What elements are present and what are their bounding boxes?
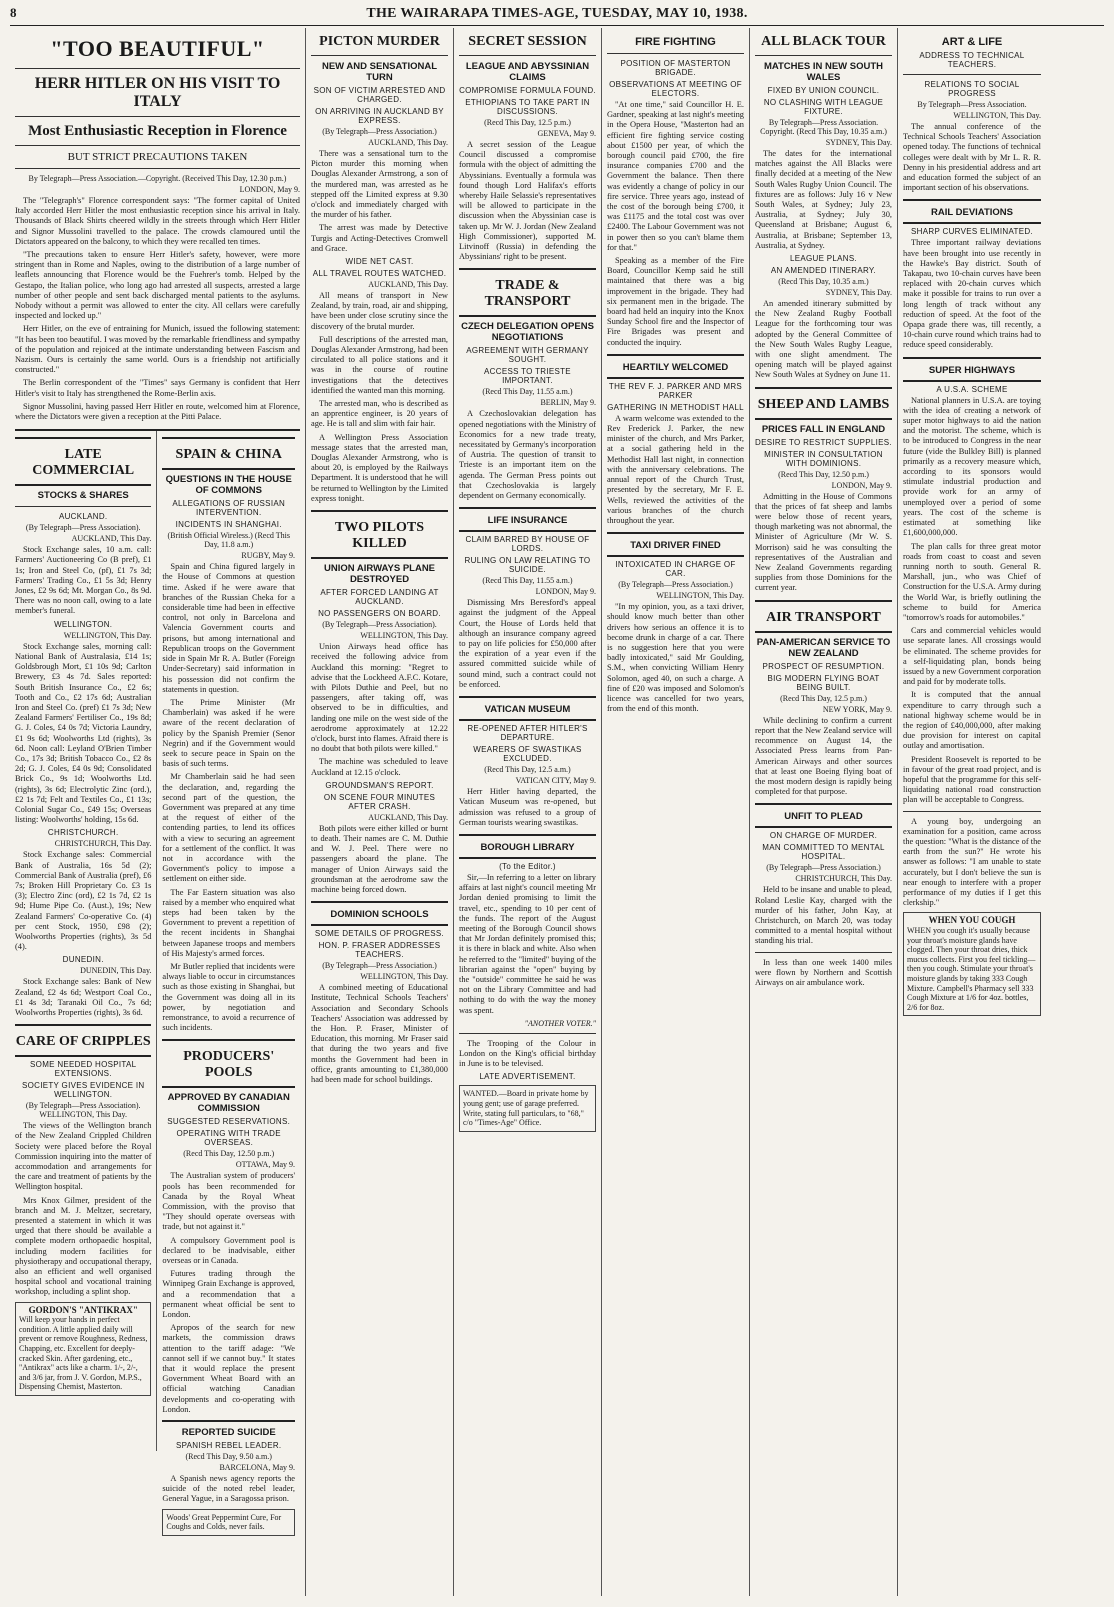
subheadline: OBSERVATIONS AT MEETING OF ELECTORS. [609, 80, 742, 98]
subheadline: SOME DETAILS OF PROGRESS. [314, 929, 445, 939]
subheadline: BIG MODERN FLYING BOAT BEING BUILT. [767, 673, 880, 692]
byline: (Recd This Day, 9.50 a.m.) [185, 1452, 272, 1462]
paragraph: The Trooping of the Colour in London on the King's official birthday in June is to be televised. [459, 1038, 596, 1069]
subheadline: AN AMENDED ITINERARY. [770, 266, 877, 276]
dateline: RUGBY, May 9. [241, 551, 295, 561]
headline: REPORTED SUICIDE [181, 1427, 276, 1439]
subheadline: LEAGUE PLANS. [789, 254, 858, 264]
subheadline: POSITION OF MASTERTON BRIGADE. [620, 59, 731, 77]
byline: (By Telegraph—Press Association.) [618, 580, 733, 590]
dateline: VATICAN CITY, May 9. [515, 776, 596, 786]
dateline: WELLINGTON, This Day. [953, 111, 1041, 120]
subheadline: ON ARRIVING IN AUCKLAND BY EXPRESS. [315, 107, 444, 125]
paragraph: "At one time," said Councillor H. E. Gardner, speaking at last night's meeting in the Opera House, "Masterton had an efficient fire fighting service costing about £1500 per year, of which the borough council paid £700, the fire insurance companies £700 and the Government the balance. Then there was evidently a change of policy in our fire service. Three years ago, instead of the cost of the borough being £700, it was £1175 and the total cost was over £2400. The Labour Government was not in power then so you can't blame them for that." [607, 100, 744, 252]
subheadline: LEAGUE AND ABYSSINIAN CLAIMS [465, 61, 590, 83]
paragraph: Speaking as a member of the Fire Board, Councillor Kemp said he still maintained that there was a big improvement in the brigade. They had six permanent men in the brigade. The board had held an inquiry into the Knox Sunday School fire and the Inspector of Fire Brigades was present and conducted the inquiry. [607, 256, 744, 347]
byline: (By Telegraph—Press Association.) [766, 863, 881, 873]
subheadline: SUGGESTED RESERVATIONS. [167, 1117, 291, 1127]
paragraph: Signor Mussolini, having passed Herr Hitler en route, welcomed him at Florence, where the Dictators were given a reception at the Pitti Palace. [15, 401, 300, 422]
dateline: SYDNEY, This Day. [825, 138, 892, 147]
subheadline: BUT STRICT PRECAUTIONS TAKEN [67, 151, 248, 163]
dateline: NEW YORK, May 9. [822, 704, 892, 714]
byline: By Telegraph—Press Association.—Copyright. (Received This Day, 12.30 p.m.) [28, 174, 287, 183]
subheadline: RULING ON LAW RELATING TO SUICIDE. [464, 556, 591, 575]
headline: "TOO BEAUTIFUL" [50, 36, 265, 61]
paragraph: A combined meeting of Educational Institute, Technical Schools Teachers' Association and Secondary Schools Teachers' Association was addressed by the Hon. P. Fraser, Minister of Education, this morning. Mr Fraser said that during the two years and five months the Government had been in office, grants amounting to £1,380,000 had been made for school buildings. [311, 983, 448, 1084]
spain-column [157, 431, 300, 1532]
byline: By Telegraph—Press Association. Copyright. (Recd This Day, 10.35 a.m.) [760, 118, 887, 136]
paragraph: Spain and China figured largely in the House of Commons at question time. Asked if he were aware that branches of the Russian Cheka for a considerable time had been in effective control, not only in Barcelona and Valencia Government courts and prisons, but among international and Republican troops on the Government side in Spain Mr R. A. Butler (Foreign Under-Secretary) said information in his possession did not confirm the statements in question. [162, 562, 295, 694]
paragraph: Mr Chamberlain said he had seen the declaration, and, regarding the second part of the question, the Government was prepared at any time at the request of either of the contending parties, to lend its offices with a view to securing an agreement for a settlement of the conflict. It was not in accordance with the Government's policy to impose a settlement on either side. [162, 772, 295, 884]
subheadline: COMPROMISE FORMULA FOUND. [459, 86, 596, 95]
paragraph: Union Airways head office has received the following advice from Auckland this morning: "Regret to advise that the Lockheed A.F.C. Kotare, with Pilots Duthie and Peel, but no passengers, after taking off, was observed to be in difficulties, and landing one mile on the west side of the aerodrome approximately at 12.22 o'clock, burst into flames. Afraid there is no doubt that both pilots were killed." [311, 642, 448, 754]
subheadline: SOCIETY GIVES EVIDENCE IN WELLINGTON. [21, 1081, 145, 1100]
paragraph: The arrested man, who is described as an apprentice engineer, is 20 years of age. He is tall and slim with fair hair. [311, 399, 448, 429]
columns [10, 28, 1104, 1596]
subheadline: MATCHES IN NEW SOUTH WALES [763, 61, 884, 83]
byline: (Recd This Day, 12.5 p.m.) [780, 693, 867, 703]
subheadline: ACCESS TO TRIESTE IMPORTANT. [484, 367, 571, 386]
paragraph: Apropos of the search for new markets, the commission draws attention to the tariff adage: "We cannot sell if we cannot buy." It states that it would replace the present Government Wheat Board with an official watching Canadian developments and co-operating with London. [162, 1323, 295, 1414]
headline: TRADE & TRANSPORT [484, 278, 571, 310]
headline: PICTON MURDER [319, 34, 440, 49]
paragraph: Futures trading through the Winnipeg Grain Exchange is approved, and a recommendation that a permanent wheat official be sent to London. [162, 1269, 295, 1320]
dateline: LONDON, May 9. [239, 185, 300, 194]
paragraph: Sir,—In referring to a letter on library affairs at last night's council meeting Mr Jordan denied promising to limit the travel, etc., spending to 10 per cent of the funds. The report of the August meeting of the Borough Council shows that Mr Jordan definitely promised this; it is there in black and white. Also when he referred to the "limited" buying of the librarian against the "open" buying by the "outside" committee he said he was not on the Library Committee and had nothing to do with the way the money was spent. [459, 872, 596, 1015]
ad-text: WANTED.—Board in private home by young gent; use of garage preferred. Write, stating full particulars, to "68," c/o "Times-Age" Office. [463, 1089, 589, 1128]
subheadline: MAN COMMITTED TO MENTAL HOSPITAL. [762, 843, 885, 862]
paragraph: Cars and commercial vehicles would use separate lanes. All crossings would be eliminated. The scheme provides for a self-liquidating plan, bonds being issued by a new Government corporation and paid for by moderate tolls. [903, 626, 1041, 687]
paragraph: Stock Exchange sales, morning call: National Bank of Australasia, £14 1s; Goldsbrough Mort, £1 10s 9d; Carlton Brewery, £3 4s 7d. Sales reported: South British Insurance Co., £2 6s; Tooth and Co., £2 17s 6d; Australian Iron and Steel Co. (pref) £1 7s 3d; New Zealand Farmers' Fertiliser Co., 19s 8d; G. J. Coles, £4 0s 7d; Victoria Laundry, £1 9s 6d; Woolworths Ltd (rights), 3s 6d. Noon call: Leyland O'Brien Timber Co., 17s 3d; British Tobacco Co., £2 8s 2d; G. J. Coles, £4 0s 9d; Consolidated Brick Co., 9s 1d; Woolworths Ltd. (rights), 3s 6d; Electrolytic Zinc (ord.), £2 1s 7d; Felt and Textiles Co., £1 13s; Colonial Sugar Co., £49 15s; Overseas listing: Woolworths' holding, 15s 6d. [15, 641, 152, 825]
paragraph: Admitting in the House of Commons that the prices of fat sheep and lambs were below those of recent years, though marketing was not abnormal, the Minister of Agriculture (Mr W. S. Morrison) said he was consulting the representatives of the Australian and New Zealand Governments regarding supplies from those Dominions for the current year. [755, 491, 892, 593]
dateline: AUCKLAND, This Day. [368, 280, 448, 290]
byline: (Recd This Day, 11.55 a.m.) [482, 387, 573, 397]
paragraph: A compulsory Government pool is declared to be inadvisable, either overseas or in Canada. [162, 1235, 295, 1266]
subheadline: OPERATING WITH TRADE OVERSEAS. [176, 1129, 281, 1148]
byline: (Recd This Day, 12.50 p.m.) [778, 469, 869, 479]
subheadline: ON SCENE FOUR MINUTES AFTER CRASH. [323, 792, 436, 811]
section-label: AUCKLAND. [58, 512, 108, 522]
column-allblack [750, 28, 898, 1596]
paragraph: National planners in U.S.A. are toying with the idea of creating a network of super motor highways to aid the nation and the motorist. The scheme, which is to be introduced to Congress in the near future (vide the Bulkley Bill) is planned primarily as a recovery measure which, according to its sponsors would stimulate industrial production and provide work for an army of unemployed over a period of some years. The cost of the scheme is estimated at something like £1,600,000,000. [903, 395, 1041, 538]
paragraph: The arrest was made by Detective Turgis and Acting-Detectives Cromwell and Grace. [311, 223, 448, 253]
column-picton [306, 28, 454, 1596]
subheadline: SON OF VICTIM ARRESTED AND CHARGED. [313, 86, 446, 104]
left-double-column [10, 28, 306, 1596]
headline: SPAIN & CHINA [175, 447, 282, 463]
headline: TAXI DRIVER FINED [630, 540, 721, 552]
byline: (Recd This Day, 11.55 a.m.) [482, 576, 573, 586]
byline: (By Telegraph—Press Association). [25, 523, 141, 533]
subheadline: ALL TRAVEL ROUTES WATCHED. [312, 269, 447, 279]
paragraph: An amended itinerary submitted by the New Zealand Rugby Football League for the forthcoming tour was adopted by the General Committee of the New South Wales Rugby League, with one slight amendment. The opening match will be played against New South Wales at Sydney on June 11. [755, 299, 892, 380]
paragraph: President Roosevelt is reported to be in favour of the great road project, and is hopeful that the programme for this self-liquidating national road construction plan will be acceptable to Congress. [903, 754, 1041, 805]
advertisement [15, 1302, 151, 1396]
paragraph: Herr Hitler, on the eve of entraining for Munich, issued the following statement: "It has been too beautiful. I was moved by the remarkable friendliness and sympathy of the population and rejoiced at the intimate understanding between Fascism and Nazism. Ours is certainly the same world. Ours is a friendship not artificially constructed." [15, 324, 300, 375]
subheadline: INCIDENTS IN SHANGHAI. [175, 520, 282, 530]
column-secret [454, 28, 602, 1596]
byline: (Recd This Day, 12.5 p.m.) [484, 118, 571, 127]
ad-title: WHEN YOU COUGH [928, 915, 1016, 926]
paragraph: It is computed that the annual expenditure to carry through such a national highway scheme would be in the region of £40,000,000, after making due provision for interest on capital outlay and amortisation. [903, 690, 1041, 751]
subheadline: STOCKS & SHARES [37, 490, 129, 502]
subheadline: ALLEGATIONS OF RUSSIAN INTERVENTION. [172, 499, 286, 518]
subheadline: AGREEMENT WITH GERMANY SOUGHT. [466, 346, 589, 365]
subheadline: CLAIM BARRED BY HOUSE OF LORDS. [465, 535, 590, 554]
headline: RAIL DEVIATIONS [931, 207, 1013, 219]
page-number: 8 [10, 5, 17, 20]
headline: LIFE INSURANCE [487, 515, 568, 527]
paragraph: A Spanish news agency reports the suicide of the noted rebel leader, General Yague, in a Saragossa prison. [162, 1474, 295, 1504]
subheadline: SOME NEEDED HOSPITAL EXTENSIONS. [30, 1060, 137, 1079]
left-subcolumns [15, 429, 300, 1532]
paragraph: The views of the Wellington branch of the New Zealand Crippled Children Society were placed before the Royal Commission inquiring into the matter of accommodation and arrangements for the care and treatment of patients by the Wellington hospital. [15, 1121, 152, 1192]
section-label: DUNEDIN. [62, 955, 104, 965]
headline: ALL BLACK TOUR [761, 34, 886, 49]
subheadline: NO CLASHING WITH LEAGUE FIXTURE. [763, 98, 884, 116]
subheadline: RELATIONS TO SOCIAL PROGRESS [924, 80, 1020, 98]
commercial-column [15, 431, 157, 1451]
paragraph: "In my opinion, you, as a taxi driver, should know much better than other drivers how serious an offence it is to become drunk in charge of a car. There is no suggestion here that you were badly intoxicated," said Mr Goulding, S.M., when convicting William Henry Solomon, aged 40, on such a charge. A fine of £20 was imposed and Solomon's licence was cancelled for two years, from the end of this month. [607, 602, 744, 714]
subheadline: INTOXICATED IN CHARGE OF CAR. [615, 560, 736, 579]
paragraph: In less than one week 1400 miles were flown by Northern and Scottish Airways on air ambulance work. [755, 957, 892, 987]
dateline: WELLINGTON, This Day. [360, 631, 448, 641]
subheadline: ADDRESS TO TECHNICAL TEACHERS. [919, 51, 1025, 69]
paragraph: While declining to confirm a current report that the New Zealand service will recommence on August 14, the Associated Press learns from Pan-American Airways and other sources that at least one Boeing flying boat of the most modern design is rapidly being completed for that purpose. [755, 715, 892, 797]
paragraph: The Australian system of producers' pools has been recommended for Canada by the Royal Wheat Commission, with the proviso that "They should operate overseas with trade, but not against it." [162, 1171, 295, 1232]
dateline: BARCELONA, May 9. [219, 1463, 295, 1473]
paragraph: A young boy, undergoing an examination for a position, came across the question: "What is the distance of the earth from the sun?" He wrote his answer as follows: "I am unable to state accurately, but I don't believe the sun is near enough to interfere with a proper performance of my duties if I get this clerkship." [903, 816, 1041, 908]
section-label: CHRISTCHURCH. [47, 828, 119, 838]
byline: By Telegraph—Press Association. [917, 100, 1027, 109]
byline: (By Telegraph—Press Association). WELLINGTON, This Day. [25, 1101, 141, 1120]
dateline: SYDNEY, This Day. [825, 288, 892, 298]
byline: (Recd This Day, 12.50 p.m.) [183, 1149, 275, 1159]
paragraph: Three important railway deviations have been brought into use recently in the Hawke's Bay district. South of Takapau, two 10-chain curves have been replaced with 20-chain curves which make it possible for trains to run over a long length of track without any reduction of speed. At the foot of the Opapa grade there was, till recently, a 10-chain curve round which trains had to reduce speed considerably. [903, 238, 1041, 350]
paragraph: Stock Exchange sales: Bank of New Zealand, £2 4s 6d; Westport Coal Co., £1 4s 3d; Taranaki Oil Co., 7s 6d; Woolworths Properties (rights), 3s 6d. [15, 977, 152, 1017]
dateline: OTTAWA, May 9. [235, 1160, 295, 1170]
paragraph: A Wellington Press Association message states that the arrested man, Douglas Alexander Armstrong, who is about 20, is employed by the Railways Department. It is understood that he will be returned to Wellington by the Limited express tonight. [311, 432, 448, 503]
headline: DOMINION SCHOOLS [330, 909, 429, 921]
hitler-article [15, 28, 300, 425]
subheadline: CZECH DELEGATION OPENS NEGOTIATIONS [461, 321, 594, 344]
ad-title: GORDON'S "ANTIKRAX" [28, 1304, 138, 1315]
dateline: AUCKLAND, This Day. [71, 534, 152, 544]
paragraph: The "Telegraph's" Florence correspondent says: "The former capital of United Italy accorded Herr Hitler the most enthusiastic reception since his arrival in Italy. Thousands of Black Shirts cheered wildly in the streets through which Herr Hitler and Signor Mussolini travelled to the palace. The crowds clamoured until the Dictators appeared on the balcony, to which they were recalled ten times. [15, 196, 300, 246]
advertisement [162, 1509, 295, 1536]
subheadline: PAN-AMERICAN SERVICE TO NEW ZEALAND [756, 636, 891, 659]
subheadline: SPANISH REBEL LEADER. [175, 1441, 282, 1451]
byline: (British Official Wireless.) (Recd This Day, 11.8 a.m.) [167, 531, 290, 550]
headline: SHEEP AND LAMBS [757, 396, 890, 412]
dateline: AUCKLAND, This Day. [368, 812, 448, 822]
paragraph: Both pilots were either killed or burnt to death. Their names are C. M. Duthie and W. J. Peel. There were no passengers aboard the plane. The manager of Union Airways said the groundsman at the aerodrome saw the machine being forced down. [311, 823, 448, 894]
subheadline: HON. P. FRASER ADDRESSES TEACHERS. [318, 941, 441, 960]
subheadline: A U.S.A. SCHEME [936, 384, 1008, 394]
subheadline: PRICES FALL IN ENGLAND [761, 423, 886, 435]
paragraph: Mrs Knox Gilmer, president of the branch and M. J. Meltzer, secretary, presented a statement in which it was urged that there should be available a complete modern orthopaedic hospital, including modern facilities for physiotherapy and occupational therapy, also an efficient and well organised hospital school and vocational training workshop, including a splint shop. [15, 1195, 152, 1297]
paragraph: The Prime Minister (Mr Chamberlain) was asked if he were aware of the recent declaration of policy by the Spanish Premier (Senor Negrin) and if the Government would seek to secure peace in Spain on the basis of such terms. [162, 697, 295, 769]
subheadline: AFTER FORCED LANDING AT AUCKLAND. [320, 588, 439, 607]
subheadline: Most Enthusiastic Reception in Florence [28, 123, 287, 139]
headline: AIR TRANSPORT [766, 609, 881, 625]
byline: (By Telegraph—Press Association.) [322, 127, 437, 136]
byline: (Recd This Day, 12.5 a.m.) [484, 765, 571, 775]
ad-text: Woods' Great Peppermint Cure, For Coughs and Colds, never fails. [166, 1512, 282, 1532]
paragraph: All means of transport in New Zealand, by train, road, air and shipping, have been under close scrutiny since the discovery of the brutal murder. [311, 291, 448, 331]
paragraph: The plan calls for three great motor roads from coast to coast and seven running north to south. General R. Marshall, jun., who was Chief of Construction for the U.S.A. Army during the World War, is briefly outlining the scheme to build for America "tomorrow's roads for automobiles." [903, 541, 1041, 622]
headline: HEARTILY WELCOMED [622, 361, 729, 373]
headline: ART & LIFE [941, 36, 1003, 48]
paragraph: A Czechoslovakian delegation has opened negotiations with the Ministry of Economics for a new trade treaty, necessitated by Germany's incorporation of Austria. The question of transit to Trieste is an important item on the agenda. The German Press points out that Czechoslovakia is largely dependent on Germany economically. [459, 409, 596, 501]
paragraph: Stock Exchange sales: Commercial Bank of Australia, 16s 5d (2); Commercial Bank of Australia (pref), £6 7s; Broken Hill Proprietary Co. £3 1s (3); Electro Zinc (ord), £2 1s 7d, £2 1s 9d; Hume Pipe Co. (Aust.), 19s; New Zealand Farmers' Co-operative Co. (4) per cent Stock, 1950, £98 (2); Woolworths Properties (rights), 3s 5d (4). [15, 850, 152, 952]
paragraph: Stock Exchange sales, 10 a.m. call: Farmers' Auctioneering Co (B pref), £1 1s; Iron and Steel Co, (pf), £1 7s 3d; Farmers' Trading Co., £1 5s 3d; Henry Jones, £2 9s 6d; Mt. Morgan Co., 8s 9d. There was no noon call, owing to a late member's funeral. [15, 545, 152, 616]
headline: TWO PILOTS KILLED [334, 520, 425, 552]
headline: CARE OF CRIPPLES [15, 1034, 151, 1050]
dateline: WELLINGTON, This Day. [63, 630, 152, 640]
advertisement [903, 912, 1041, 1016]
paragraph: Full descriptions of the arrested man, Douglas Alexander Armstrong, had been circulated to all police stations and it was in the course of routine investigations that the detectives identified the wanted man this morning. [311, 334, 448, 395]
paragraph: "The precautions taken to ensure Herr Hitler's safety, however, were more stringent than in Rome and Naples, owing to the distribution of a large number of leaflets announcing that Florence would be the Fuehrer's tomb. Helped by the Gestapo, the Italian police, who long ago had arrested all suspects, arrested a large number of other people and sent back discharged mental patients to the asylums. Nobody without a permit was allowed to enter the city. All cellars were carefully inspected and locked up." [15, 250, 300, 321]
subheadline: APPROVED BY CANADIAN COMMISSION [167, 1092, 290, 1115]
byline: (By Telegraph—Press Association.) [322, 961, 437, 971]
column-fire [602, 28, 750, 1596]
byline: (By Telegraph—Press Association). [322, 620, 437, 630]
section-label: WELLINGTON. [54, 619, 113, 629]
paragraph: A warm welcome was extended to the Rev Frederick J. Parker, the new minister of the church, and Mrs Parker, at a social gathering held in the Methodist Hall last night, in connection with the anniversary celebrations. The annual report of the Church Trust, presented by the secretary, Mr F. E. Wells, reviewed the activities of the various branches of the church throughout the year. [607, 413, 744, 525]
subheadline: WEARERS OF SWASTIKAS EXCLUDED. [473, 745, 582, 764]
dateline: DUNEDIN, This Day. [80, 966, 152, 976]
subheadline: RE-OPENED AFTER HITLER'S DEPARTURE. [467, 724, 588, 743]
subheadline: GATHERING IN METHODIST HALL [607, 402, 744, 412]
subheadline: ETHIOPIANS TO TAKE PART IN DISCUSSIONS. [465, 98, 590, 116]
headline: SECRET SESSION [468, 34, 587, 49]
dateline: AUCKLAND, This Day. [368, 138, 448, 147]
subheadline: NO PASSENGERS ON BOARD. [318, 609, 441, 619]
headline: PRODUCERS' POOLS [183, 1049, 275, 1081]
paragraph: The Far Eastern situation was also raised by a member who enquired what steps had been taken by the Government to prevent a repetition of the recent incidents in Shanghai between Japanese troops and members of His Majesty's armed forces. [162, 887, 295, 958]
headline: BOROUGH LIBRARY [480, 841, 575, 853]
dateline: WELLINGTON, This Day. [360, 972, 448, 982]
subheadline: MINISTER IN CONSULTATION WITH DOMINIONS. [764, 449, 883, 468]
ad-text: WHEN you cough it's usually because your throat's moisture glands have clogged. Then your throat dries, thick mucus collects. First you feel tickling—then you cough. Stimulate your throat's moisture glands by taking 333 Cough Mixture. Campbell's Pharmacy sell 333 Cough Mixture at 1/6 for 4oz. bottles, 2/6 for 8oz. [907, 926, 1036, 1012]
subheadline: PROSPECT OF RESUMPTION. [762, 661, 885, 671]
column-art [898, 28, 1046, 1596]
headline: HERR HITLER ON HIS VISIT TO ITALY [34, 75, 281, 110]
dateline: WELLINGTON, This Day. [656, 591, 744, 601]
paragraph: Mr Butler replied that incidents were always liable to occur in circumstances such as those existing in Shanghai, but the Government was doing all in its power, by negotiation and remonstrance, to avoid a recurrence of such incidents. [162, 961, 295, 1033]
dateline: CHRISTCHURCH, This Day. [54, 839, 152, 849]
paragraph: The dates for the international matches against the All Blacks were finally decided at a meeting of the New South Wales Rugby Union Council. The fixtures are as follows: July 16 v New South Wales, at Sydney; July 23, Australia, at Sydney; July 30, Queensland at Brisbane; August 6, Australia, at Brisbane; September 13, Australia, at Sydney. [755, 149, 892, 250]
masthead [10, 5, 1104, 26]
subheadline: THE REV F. J. PARKER AND MRS PARKER [608, 381, 743, 400]
paragraph: The annual conference of the Technical Schools Teachers' Association opened today. The functions of technical colleges were dealt with by Mr L. R. R. Denny in his presidential address and art and education formed the subject of an important section of his observations. [903, 122, 1041, 193]
section-label: LATE ADVERTISEMENT. [479, 1072, 576, 1082]
byline: (Recd This Day, 10.35 a.m.) [778, 277, 869, 287]
subheadline: UNION AIRWAYS PLANE DESTROYED [323, 563, 436, 586]
paragraph: There was a sensational turn to the Picton murder this morning when Douglas Alexander Armstrong, a son of the murdered man, was arrested as he stepped off the Limited express at 9.30 o'clock and immediately charged with the murder of his father. [311, 149, 448, 220]
subheadline: FIXED BY UNION COUNCIL. [767, 86, 880, 95]
dateline: BERLIN, May 9. [540, 398, 596, 408]
headline: LATE COMMERCIAL [32, 447, 135, 479]
masthead-title: THE WAIRARAPA TIMES-AGE, TUESDAY, MAY 10, 1938. [366, 6, 748, 21]
paragraph: A secret session of the League Council discussed a compromise formula with the object of admitting the Abyssinians. Eventually a formula was found though Lord Halifax's efforts whereby Haile Selassie's representatives will be allowed to participate in the discussion when the Abyssinian case is taken up. Mr W. J. Jordan (New Zealand High Commissioner), supported M. Litvinoff (Russia) in defending the Abyssinians' right to be present. [459, 140, 596, 262]
subheadline: WIDE NET CAST. [345, 257, 414, 267]
headline: VATICAN MUSEUM [484, 704, 571, 716]
subheadline: GROUNDSMAN'S REPORT. [325, 780, 434, 790]
dateline: GENEVA, May 9. [537, 129, 596, 138]
subheadline: ON CHARGE OF MURDER. [769, 831, 878, 841]
paragraph: Dismissing Mrs Beresford's appeal against the judgment of the Appeal Court, the House of Lords held that although an insurance company agreed to pay on life policies for £50,000 after the expiration of a year even if the assured committed suicide while of sound mind, such a contract could not be enforced. [459, 598, 596, 689]
ad-text: Will keep your hands in perfect condition. A little applied daily will prevent or remove Roughness, Redness, Chapping, etc. Excellent for deeply-cracked Skin. After gardening, etc., "Antikrax" acts like a charm. 1/-, 2/-, and 3/6 jar, from J. V. Gordon, M.P.S., Dispensing Chemist, Masterton. [19, 1315, 148, 1392]
headline: UNFIT TO PLEAD [784, 811, 863, 823]
paragraph: The Berlin correspondent of the "Times" says Germany is confident that Herr Hitler's visit to Italy has strengthened the Rome-Berlin axis. [15, 378, 300, 398]
dateline: LONDON, May 9. [535, 587, 596, 597]
subheadline: (To the Editor.) [499, 861, 556, 871]
paragraph: Held to be insane and unable to plead, Roland Leslie Kay, charged with the murder of his father, John Kay, at Christchurch, on March 20, was today committed to a mental hospital without standing his trial. [755, 885, 892, 946]
paragraph: Herr Hitler having departed, the Vatican Museum was re-opened, but admission was refused to a group of German tourists wearing swastikas. [459, 787, 596, 827]
signature: "ANOTHER VOTER." [524, 1018, 596, 1028]
headline: FIRE FIGHTING [635, 36, 716, 48]
subheadline: NEW AND SENSATIONAL TURN [321, 61, 438, 83]
subheadline: SHARP CURVES ELIMINATED. [911, 227, 1033, 237]
subheadline: DESIRE TO RESTRICT SUPPLIES. [755, 437, 892, 447]
newspaper-page [10, 5, 1104, 1597]
advertisement [459, 1085, 596, 1131]
paragraph: The machine was scheduled to leave Auckland at 12.15 o'clock. [311, 757, 448, 777]
headline: SUPER HIGHWAYS [928, 364, 1016, 376]
subheadline: QUESTIONS IN THE HOUSE OF COMMONS [165, 474, 292, 497]
dateline: CHRISTCHURCH, This Day. [795, 874, 892, 884]
dateline: LONDON, May 9. [831, 480, 892, 490]
